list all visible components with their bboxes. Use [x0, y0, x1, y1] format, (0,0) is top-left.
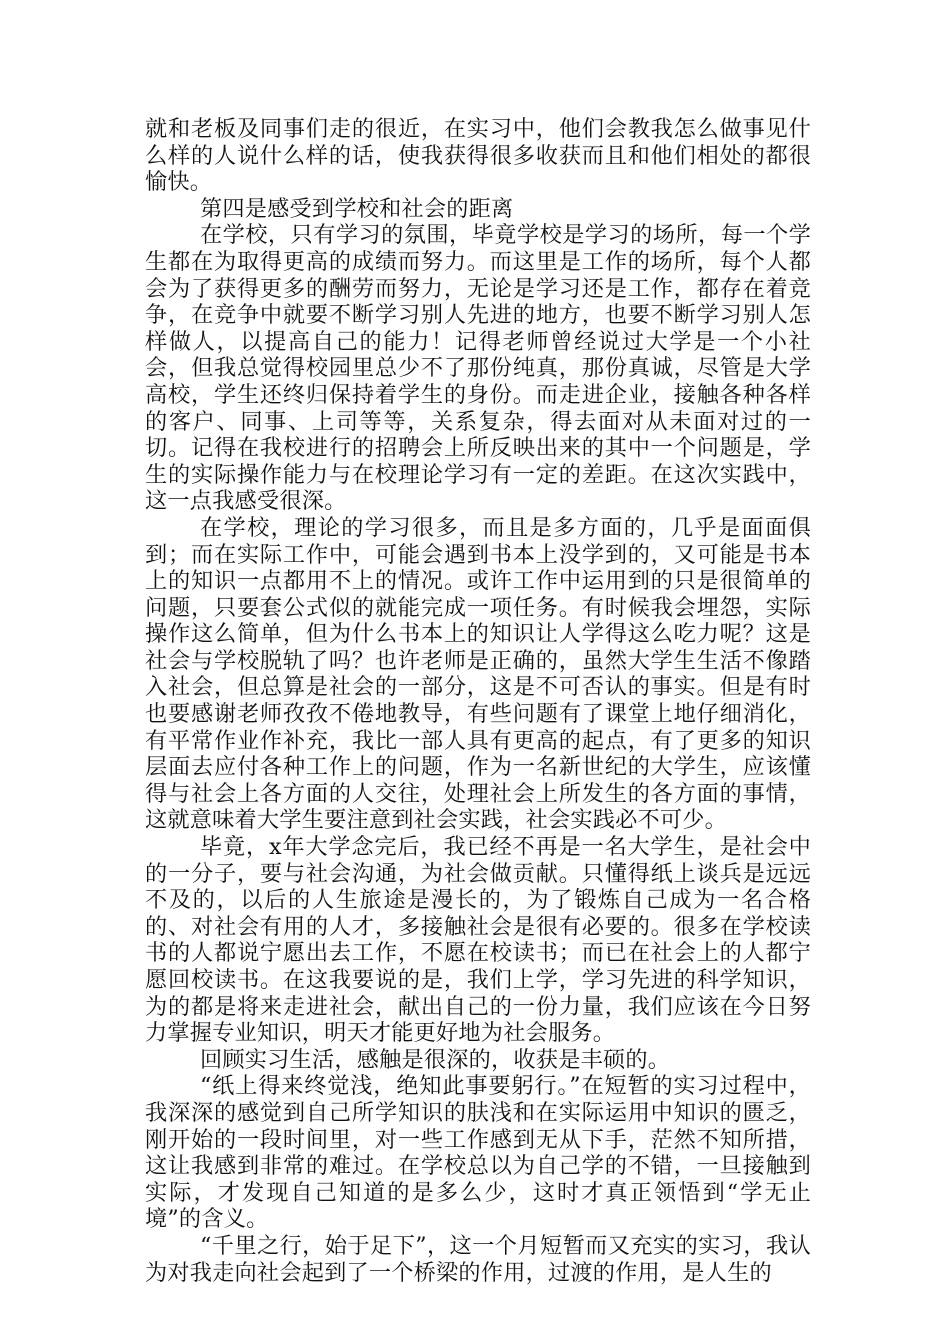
paragraph: 回顾实习生活，感触是很深的，收获是丰硕的。: [200, 1046, 671, 1073]
paragraph: 毕竟，x年大学念完后，我已经不再是一名大学生，是社会中的一分子，要与社会沟通，为社会做贡献。只懂得纸上谈兵是远远不及的，以后的人生旅途是漫长的，为了锻炼自己成为一名合格的、对社会有用的人才，多接触社会是很有必要的。很多在学校读书的人都说宁愿出去工作，不愿在校读书；而已在社会上的人都宁愿回校读书。在这我要说的是，我们上学，学习先进的科学知识，为的都是将来走进社会，献出自己的一份力量，我们应该在今日努力掌握专业知识，明天才能更好地为社会服务。: [145, 834, 811, 1047]
paragraph: 在学校，理论的学习很多，而且是多方面的，几乎是面面俱到；而在实际工作中，可能会遇到书本上没学到的，又可能是书本上的知识一点都用不上的情况。或许工作中运用到的只是很简单的问题，只要套公式似的就能完成一项任务。有时候我会埋怨，实际操作这么简单，但为什么书本上的知识让人学得这么吃力呢？这是社会与学校脱轨了吗？也许老师是正确的，虽然大学生生活不像踏入社会，但总算是社会的一部分，这是不可否认的事实。但是有时也要感谢老师孜孜不倦地教导，有些问题有了课堂上地仔细消化，有平常作业作补充，我比一部人具有更高的起点，有了更多的知识层面去应付各种工作上的问题，作为一名新世纪的大学生，应该懂得与社会上各方面的人交往，处理社会上所发生的各方面的事情，这就意味着大学生要注意到社会实践，社会实践必不可少。: [145, 514, 811, 834]
paragraph-continuation: 就和老板及同事们走的很近，在实习中，他们会教我怎么做事见什么样的人说什么样的话，使我获得很多收获而且和他们相处的都很愉快。: [145, 116, 811, 196]
paragraph: “千里之行，始于足下”，这一个月短暂而又充实的实习，我认为对我走向社会起到了一个桥梁的作用，过渡的作用，是人生的: [145, 1232, 811, 1286]
paragraph: “纸上得来终觉浅，绝知此事要躬行。”在短暂的实习过程中，我深深的感觉到自己所学知识的肤浅和在实际运用中知识的匮乏，刚开始的一段时间里，对一些工作感到无从下手，茫然不知所措，这让我感到非常的难过。在学校总以为自己学的不错，一旦接触到实际，才发现自己知道的是多么少，这时才真正领悟到“学无止境”的含义。: [145, 1073, 811, 1233]
section-heading: 第四是感受到学校和社会的距离: [200, 195, 514, 222]
document-body: [145, 116, 811, 1286]
paragraph: 在学校，只有学习的氛围，毕竟学校是学习的场所，每一个学生都在为取得更高的成绩而努力。而这里是工作的场所，每个人都会为了获得更多的酬劳而努力，无论是学习还是工作，都存在着竞争，在竞争中就要不断学习别人先进的地方，也要不断学习别人怎样做人，以提高自己的能力！记得老师曾经说过大学是一个小社会，但我总觉得校园里总少不了那份纯真，那份真诚，尽管是大学高校，学生还终归保持着学生的身份。而走进企业，接触各种各样的客户、同事、上司等等，关系复杂，得去面对从未面对过的一切。记得在我校进行的招聘会上所反映出来的其中一个问题是，学生的实际操作能力与在校理论学习有一定的差距。在这次实践中，这一点我感受很深。: [145, 222, 811, 515]
